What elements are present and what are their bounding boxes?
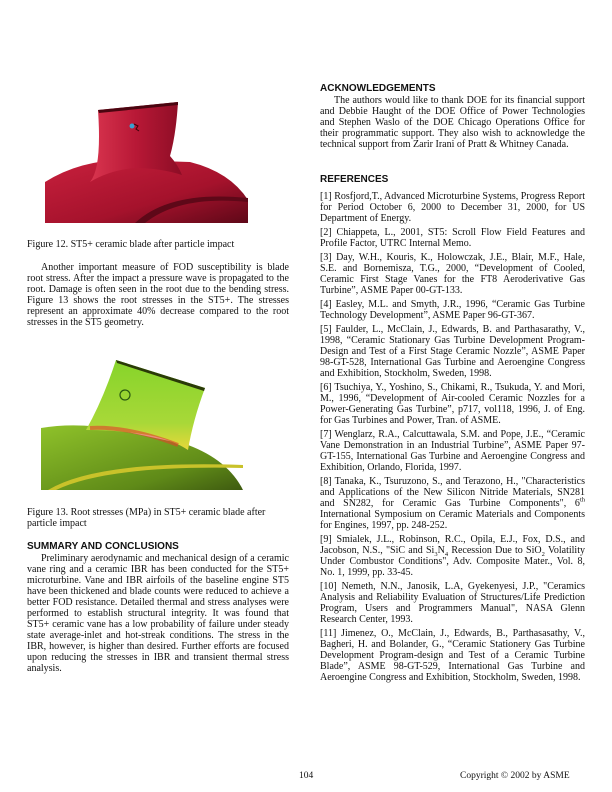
reference-text: [4] Easley, M.L. and Smyth, J.R., 1996, “Ceramic Gas Turbine Technology Development”, ASME Paper 96-GT-367. bbox=[320, 299, 585, 321]
reference-item bbox=[320, 476, 585, 531]
reference-list bbox=[320, 191, 585, 683]
reference-text: International Symposium on Ceramic Materials and Components for Engines, 1997, pp. 248-252. bbox=[320, 509, 585, 531]
reference-text: [7] Wenglarz, R.A., Calcuttawala, S.M. and Pope, J.E., “Ceramic Vane Demonstration in an Industrial Turbine”, ASME Paper 97-GT-155, International Gas Turbine and Aeroengine Congress and Exhibition, Orlando, Florida, 1997. bbox=[320, 429, 585, 473]
summary-heading: SUMMARY AND CONCLUSIONS bbox=[27, 541, 179, 552]
root-stress-paragraph bbox=[27, 262, 289, 328]
reference-text: N bbox=[437, 545, 445, 556]
reference-text: [11] Jimenez, O., McClain, J., Edwards, B., Parthasasathy, V., Bagheri, H. and Bolander, G., “Ceramic Stationery Gas Turbine Development Program-design and Test of a Ceramic Turbine Blade”, ASME 98-GT-529, International Gas Turbine and Aeroengine Congress and Exhibition, Stockholm, Sweden, 1998. bbox=[320, 628, 585, 683]
reference-text: [2] Chiappeta, L., 2001, ST5: Scroll Flow Field Features and Profile Factor, UTRC Internal Memo. bbox=[320, 227, 585, 249]
reference-item bbox=[320, 628, 585, 683]
figure-12-caption: Figure 12. ST5+ ceramic blade after particle impact bbox=[27, 239, 235, 250]
reference-text: [8] Tanaka, K., Tsuruzono, S., and Terazono, H., "Characteristics and Applications of the New Silicon Nitride Materials, SN281 and SN282, for Ceramic Gas Turbine Components", 6 bbox=[320, 476, 585, 509]
reference-text: Recession Due to SiO bbox=[448, 545, 542, 556]
reference-item bbox=[320, 227, 585, 249]
reference-item bbox=[320, 382, 585, 426]
paragraph-text: Another important measure of FOD susceptibility is blade root stress. After the impact a pressure wave is propagated to the root. Damage is often seen in the root due to the bending stress. Figure 13 shows the root stresses in the ST5+. The stresses represent an approximate 40% decrease compared to the root stresses in the ST5 geometry. bbox=[27, 262, 289, 328]
acknowledgements-section bbox=[320, 83, 585, 150]
reference-item bbox=[320, 534, 585, 578]
summary-section bbox=[27, 541, 289, 674]
figure-13-caption: Figure 13. Root stresses (MPa) in ST5+ ceramic blade after particle impact bbox=[27, 507, 266, 529]
page-number: 104 bbox=[299, 771, 314, 781]
reference-item bbox=[320, 252, 585, 296]
references-section bbox=[320, 174, 585, 686]
reference-text: 4 bbox=[444, 551, 449, 558]
reference-text: [1] Rosfjord,T., Advanced Microturbine Systems, Progress Report for Period October 6, 2000 to December 31, 2000, for US Department of Energy. bbox=[320, 191, 585, 224]
reference-text: th bbox=[579, 496, 585, 504]
reference-text: [3] Day, W.H., Kouris, K., Holowczak, J.E., Blair, M.F., Hale, S.E. and Bornemisza, T.G., 2000, “Development of Cooled, Ceramic First Stage Vanes for the FT8 Aeroderivative Gas Turbine”, ASME Paper 00-GT-133. bbox=[320, 252, 585, 296]
acknowledgements-heading: ACKNOWLEDGEMENTS bbox=[320, 83, 436, 94]
reference-item bbox=[320, 429, 585, 473]
reference-item bbox=[320, 324, 585, 379]
reference-text: [6] Tsuchiya, Y., Yoshino, S., Chikami, R., Tsukuda, Y. and Mori, M., 1996, “Development of Air-cooled Ceramic Nozzles for a Power-Generating Gas Turbine”, p717, vol118, 1996, J. of Eng. for Gas Turbines and Power, Tran. of ASME. bbox=[320, 382, 585, 426]
figure-12-image bbox=[40, 90, 250, 230]
reference-text: [9] Smialek, J.L., Robinson, R.C., Opila, E.J., Fox, D.S., and Jacobson, N.S., "SiC and Si bbox=[320, 534, 585, 556]
copyright-notice: Copyright © 2002 by ASME bbox=[460, 771, 570, 781]
figure-13-image bbox=[38, 350, 248, 495]
reference-item bbox=[320, 299, 585, 321]
reference-text: [5] Faulder, L., McClain, J., Edwards, B. and Parthasarathy, V., 1998, “Ceramic Stationary Gas Turbine Development Program-Design and Test of a First Stage Ceramic Nozzle”, ASME Paper 98-GT-528, International Gas Turbine and Aeroengine Congress and Exhibition, Stockholm, Sweden, 1998. bbox=[320, 324, 585, 379]
summary-text: Preliminary aerodynamic and mechanical design of a ceramic vane ring and a ceramic IBR has been conducted for the ST5+ microturbine. Vane and IBR airfoils of the baseline engine ST5 have been thickened and blade counts were reduced to achieve a better FOD resistance. Detailed thermal and stress analyses were performed to establish structural integrity. It was found that ST5+ ceramic vane has a low probability of failure under steady state average-inlet and hot-streak conditions. The stress in the IBR, however, is higher than desired. Further efforts are focused upon reducing the stresses in IBR and transient thermal stress analysis. bbox=[27, 553, 289, 674]
reference-item bbox=[320, 191, 585, 224]
reference-text: Volatility Under Combustor Conditions", Adv. Composite Mater., Vol. 8, No. 1, 1999, pp. 33-45. bbox=[320, 545, 585, 578]
reference-text: [10] Nemeth, N.N., Janosik, L.A, Gyekenyesi, J.P., "Ceramics Analysis and Reliability Evaluation of Structures/Life Prediction Program, Users and Programmers Manual", NASA Glenn Research Center, 1993. bbox=[320, 581, 585, 625]
reference-item bbox=[320, 581, 585, 625]
reference-text: 2 bbox=[541, 551, 545, 558]
reference-text: 3 bbox=[434, 551, 438, 558]
references-heading: REFERENCES bbox=[320, 174, 389, 185]
acknowledgements-text: The authors would like to thank DOE for its financial support and Debbie Haught of the DOE Office of Power Technologies and Stephen Waslo of the DOE Chicago Operations Office for their programmatic support. They also wish to acknowledge the technical support from Zarir Irani of Pratt & Whitney Canada. bbox=[320, 95, 585, 150]
